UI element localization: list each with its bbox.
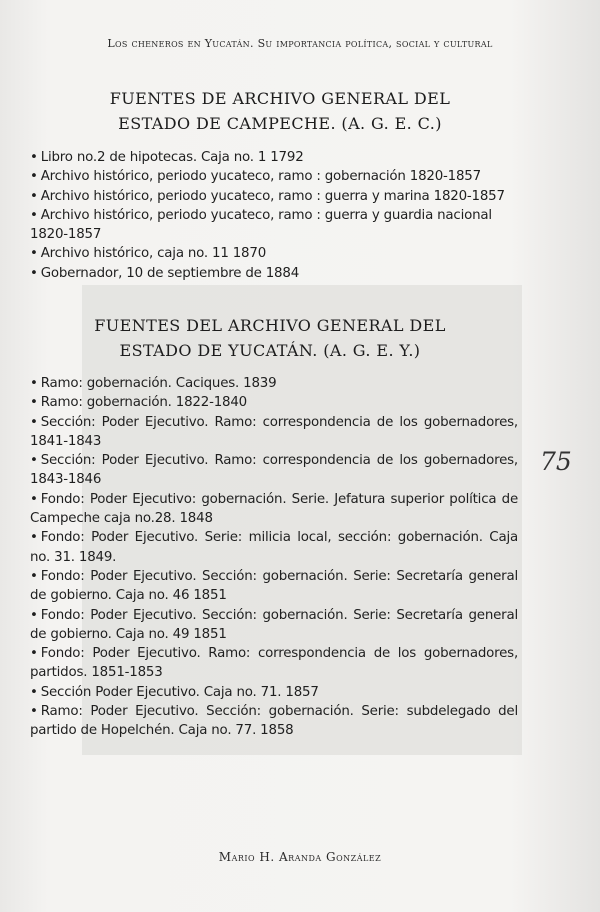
bullet-icon: • bbox=[30, 150, 38, 165]
bullet-icon: • bbox=[30, 646, 38, 662]
list-item: • Fondo: Poder Ejecutivo: gobernación. Serie. Jefatura superior política de Campeche caja no.28. 1848 bbox=[30, 491, 518, 527]
bullet-icon: • bbox=[30, 246, 38, 262]
list-item: • Sección: Poder Ejecutivo. Ramo: correspondencia de los gobernadores, 1841-1843 bbox=[30, 414, 518, 449]
list-item: • Gobernador, 10 de septiembre de 1884 bbox=[30, 264, 518, 283]
bullet-icon: • bbox=[30, 188, 38, 204]
list-item: • Archivo histórico, periodo yucateco, ramo : guerra y marina 1820-1857 bbox=[30, 187, 518, 206]
list-item: • Archivo histórico, caja no. 11 1870 bbox=[30, 244, 518, 263]
bullet-icon: • bbox=[30, 704, 38, 720]
bullet-icon: • bbox=[30, 395, 38, 411]
list-item: • Sección Poder Ejecutivo. Caja no. 71. 1857 bbox=[30, 683, 518, 702]
list-item: • Fondo: Poder Ejecutivo. Sección: gobernación. Serie: Secretaría general de gobierno. Caja no. 46 1851 bbox=[30, 568, 518, 604]
list-item: • Ramo: gobernación. 1822-1840 bbox=[30, 393, 518, 412]
list-item: • Ramo: gobernación. Caciques. 1839 bbox=[30, 374, 518, 393]
footer-author: Mario H. Aranda González bbox=[218, 850, 382, 864]
list-item: • Fondo: Poder Ejecutivo. Serie: milicia local, sección: gobernación. Caja no. 31. 1849. bbox=[30, 530, 518, 565]
bullet-icon: • bbox=[30, 607, 38, 623]
bullet-icon: • bbox=[30, 684, 38, 700]
section-title-agey bbox=[0, 313, 540, 363]
section-title-line: FUENTES DE ARCHIVO GENERAL DEL bbox=[109, 89, 451, 108]
bullet-icon: • bbox=[30, 568, 38, 584]
section-title-line: FUENTES DEL ARCHIVO GENERAL DEL bbox=[94, 316, 446, 335]
source-list-agec bbox=[30, 148, 518, 283]
bullet-icon: • bbox=[30, 530, 38, 546]
running-header: Los cheneros en Yucatán. Su importancia política, social y cultural bbox=[107, 37, 493, 50]
page-number: 75 bbox=[540, 447, 572, 476]
bullet-icon: • bbox=[30, 453, 38, 469]
list-item: • Libro no.2 de hipotecas. Caja no. 1 1792 bbox=[30, 148, 518, 167]
bullet-icon: • bbox=[30, 169, 38, 185]
bullet-icon: • bbox=[30, 207, 38, 223]
bullet-icon: • bbox=[30, 491, 38, 507]
bullet-icon: • bbox=[30, 376, 38, 391]
list-item: • Archivo histórico, periodo yucateco, ramo : gobernación 1820-1857 bbox=[30, 167, 518, 186]
list-item: • Archivo histórico, periodo yucateco, ramo : guerra y guardia nacional 1820-1857 bbox=[30, 207, 492, 243]
list-item: • Ramo: Poder Ejecutivo. Sección: gobernación. Serie: subdelegado del partido de Hopelchén. Caja no. 77. 1858 bbox=[30, 704, 518, 739]
bullet-icon: • bbox=[30, 265, 38, 281]
section-title-agec bbox=[0, 86, 560, 136]
bullet-icon: • bbox=[30, 414, 38, 430]
section-title-line: ESTADO DE CAMPECHE. (A. G. E. C.) bbox=[118, 114, 442, 133]
list-item: • Sección: Poder Ejecutivo. Ramo: correspondencia de los gobernadores, 1843-1846 bbox=[30, 453, 518, 488]
source-list-agey bbox=[30, 374, 518, 741]
list-item: • Fondo: Poder Ejecutivo. Sección: gobernación. Serie: Secretaría general de gobierno. Caja no. 49 1851 bbox=[30, 607, 518, 642]
section-title-line: ESTADO DE YUCATÁN. (A. G. E. Y.) bbox=[119, 341, 421, 360]
list-item: • Fondo: Poder Ejecutivo. Ramo: correspondencia de los gobernadores, partidos. 1851-1853 bbox=[30, 646, 518, 681]
